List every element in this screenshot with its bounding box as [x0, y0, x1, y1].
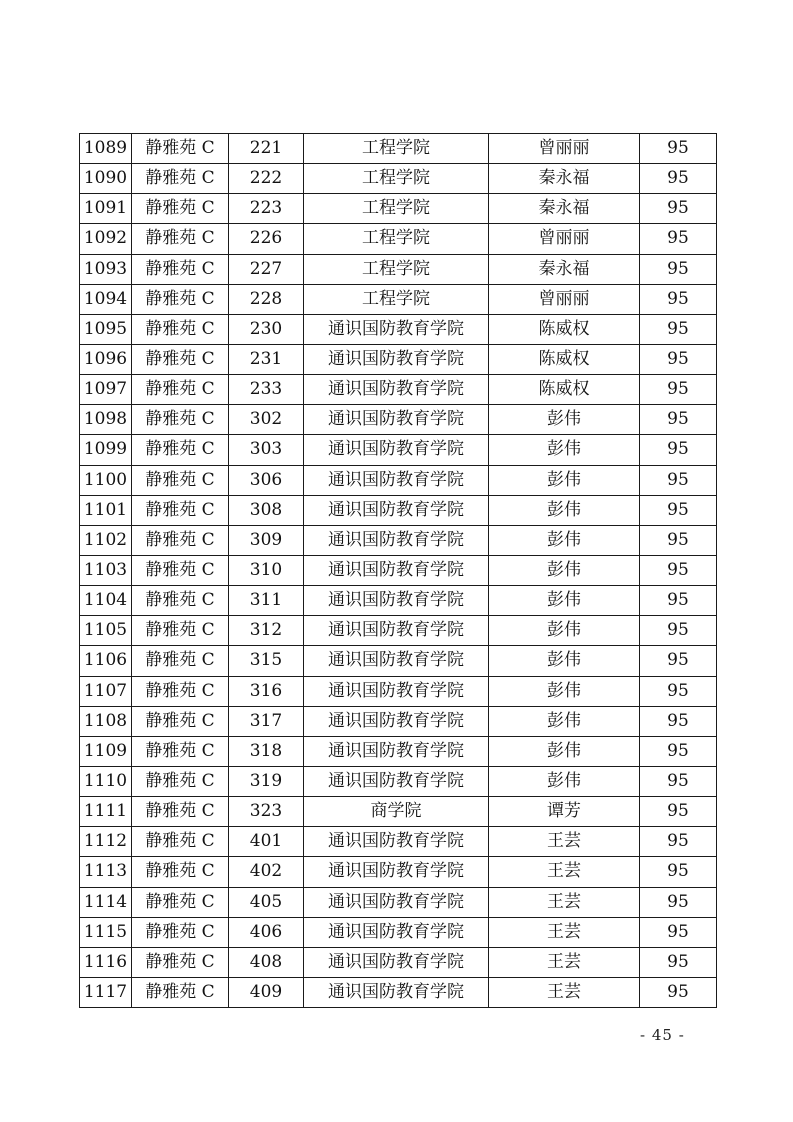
room-number-cell: 308	[229, 495, 304, 525]
table-body	[80, 134, 717, 1008]
room-number-cell: 223	[229, 194, 304, 224]
building-cell: 静雅苑 C	[132, 947, 229, 977]
room-number-cell: 406	[229, 917, 304, 947]
college-cell: 工程学院	[304, 254, 489, 284]
score-cell: 95	[640, 194, 717, 224]
building-cell: 静雅苑 C	[132, 827, 229, 857]
score-cell: 95	[640, 495, 717, 525]
serial-number-cell: 1100	[80, 465, 132, 495]
building-cell: 静雅苑 C	[132, 344, 229, 374]
serial-number-cell: 1104	[80, 586, 132, 616]
score-cell: 95	[640, 827, 717, 857]
table-row	[80, 375, 717, 405]
serial-number-cell: 1096	[80, 344, 132, 374]
building-cell: 静雅苑 C	[132, 495, 229, 525]
table-row	[80, 616, 717, 646]
score-cell: 95	[640, 766, 717, 796]
building-cell: 静雅苑 C	[132, 857, 229, 887]
counselor-cell: 陈威权	[489, 375, 640, 405]
dormitory-score-table	[79, 133, 717, 1008]
table-row	[80, 525, 717, 555]
table-row	[80, 164, 717, 194]
building-cell: 静雅苑 C	[132, 284, 229, 314]
room-number-cell: 312	[229, 616, 304, 646]
score-cell: 95	[640, 134, 717, 164]
college-cell: 通识国防教育学院	[304, 314, 489, 344]
building-cell: 静雅苑 C	[132, 405, 229, 435]
serial-number-cell: 1112	[80, 827, 132, 857]
college-cell: 通识国防教育学院	[304, 676, 489, 706]
table-row	[80, 344, 717, 374]
counselor-cell: 王芸	[489, 977, 640, 1007]
college-cell: 商学院	[304, 797, 489, 827]
room-number-cell: 317	[229, 706, 304, 736]
room-number-cell: 227	[229, 254, 304, 284]
counselor-cell: 彭伟	[489, 405, 640, 435]
serial-number-cell: 1115	[80, 917, 132, 947]
serial-number-cell: 1092	[80, 224, 132, 254]
table-row	[80, 435, 717, 465]
building-cell: 静雅苑 C	[132, 766, 229, 796]
room-number-cell: 311	[229, 586, 304, 616]
counselor-cell: 秦永福	[489, 164, 640, 194]
table-row	[80, 676, 717, 706]
counselor-cell: 彭伟	[489, 525, 640, 555]
table-row	[80, 857, 717, 887]
score-cell: 95	[640, 857, 717, 887]
college-cell: 通识国防教育学院	[304, 344, 489, 374]
serial-number-cell: 1109	[80, 736, 132, 766]
score-cell: 95	[640, 314, 717, 344]
table-row	[80, 887, 717, 917]
room-number-cell: 318	[229, 736, 304, 766]
score-cell: 95	[640, 525, 717, 555]
building-cell: 静雅苑 C	[132, 465, 229, 495]
counselor-cell: 彭伟	[489, 676, 640, 706]
table-row	[80, 766, 717, 796]
table-row	[80, 736, 717, 766]
college-cell: 通识国防教育学院	[304, 555, 489, 585]
score-cell: 95	[640, 917, 717, 947]
building-cell: 静雅苑 C	[132, 797, 229, 827]
table-row	[80, 314, 717, 344]
serial-number-cell: 1113	[80, 857, 132, 887]
room-number-cell: 319	[229, 766, 304, 796]
building-cell: 静雅苑 C	[132, 194, 229, 224]
room-number-cell: 315	[229, 646, 304, 676]
counselor-cell: 陈威权	[489, 344, 640, 374]
counselor-cell: 王芸	[489, 947, 640, 977]
counselor-cell: 彭伟	[489, 616, 640, 646]
page-number: - 45 -	[640, 1026, 685, 1044]
college-cell: 通识国防教育学院	[304, 616, 489, 646]
building-cell: 静雅苑 C	[132, 254, 229, 284]
table-row	[80, 977, 717, 1007]
college-cell: 通识国防教育学院	[304, 736, 489, 766]
counselor-cell: 陈威权	[489, 314, 640, 344]
room-number-cell: 302	[229, 405, 304, 435]
counselor-cell: 曾丽丽	[489, 134, 640, 164]
serial-number-cell: 1110	[80, 766, 132, 796]
counselor-cell: 王芸	[489, 827, 640, 857]
room-number-cell: 233	[229, 375, 304, 405]
college-cell: 通识国防教育学院	[304, 827, 489, 857]
college-cell: 通识国防教育学院	[304, 917, 489, 947]
serial-number-cell: 1098	[80, 405, 132, 435]
counselor-cell: 曾丽丽	[489, 224, 640, 254]
table-row	[80, 797, 717, 827]
college-cell: 通识国防教育学院	[304, 465, 489, 495]
serial-number-cell: 1103	[80, 555, 132, 585]
serial-number-cell: 1094	[80, 284, 132, 314]
serial-number-cell: 1106	[80, 646, 132, 676]
score-cell: 95	[640, 977, 717, 1007]
score-cell: 95	[640, 616, 717, 646]
table-row	[80, 224, 717, 254]
room-number-cell: 309	[229, 525, 304, 555]
room-number-cell: 221	[229, 134, 304, 164]
score-cell: 95	[640, 706, 717, 736]
table-row	[80, 465, 717, 495]
building-cell: 静雅苑 C	[132, 224, 229, 254]
score-cell: 95	[640, 405, 717, 435]
counselor-cell: 彭伟	[489, 435, 640, 465]
table-row	[80, 405, 717, 435]
building-cell: 静雅苑 C	[132, 736, 229, 766]
counselor-cell: 彭伟	[489, 555, 640, 585]
serial-number-cell: 1105	[80, 616, 132, 646]
room-number-cell: 231	[229, 344, 304, 374]
serial-number-cell: 1107	[80, 676, 132, 706]
room-number-cell: 405	[229, 887, 304, 917]
building-cell: 静雅苑 C	[132, 646, 229, 676]
table-row	[80, 254, 717, 284]
building-cell: 静雅苑 C	[132, 917, 229, 947]
college-cell: 工程学院	[304, 164, 489, 194]
building-cell: 静雅苑 C	[132, 435, 229, 465]
serial-number-cell: 1090	[80, 164, 132, 194]
serial-number-cell: 1108	[80, 706, 132, 736]
counselor-cell: 曾丽丽	[489, 284, 640, 314]
serial-number-cell: 1111	[80, 797, 132, 827]
counselor-cell: 秦永福	[489, 254, 640, 284]
score-cell: 95	[640, 797, 717, 827]
building-cell: 静雅苑 C	[132, 676, 229, 706]
counselor-cell: 彭伟	[489, 706, 640, 736]
college-cell: 通识国防教育学院	[304, 586, 489, 616]
room-number-cell: 401	[229, 827, 304, 857]
building-cell: 静雅苑 C	[132, 134, 229, 164]
table-row	[80, 646, 717, 676]
counselor-cell: 秦永福	[489, 194, 640, 224]
building-cell: 静雅苑 C	[132, 314, 229, 344]
room-number-cell: 402	[229, 857, 304, 887]
room-number-cell: 409	[229, 977, 304, 1007]
college-cell: 工程学院	[304, 194, 489, 224]
table-row	[80, 284, 717, 314]
college-cell: 通识国防教育学院	[304, 646, 489, 676]
counselor-cell: 彭伟	[489, 736, 640, 766]
counselor-cell: 彭伟	[489, 586, 640, 616]
building-cell: 静雅苑 C	[132, 525, 229, 555]
building-cell: 静雅苑 C	[132, 887, 229, 917]
college-cell: 通识国防教育学院	[304, 375, 489, 405]
counselor-cell: 王芸	[489, 917, 640, 947]
college-cell: 工程学院	[304, 284, 489, 314]
score-cell: 95	[640, 646, 717, 676]
room-number-cell: 230	[229, 314, 304, 344]
counselor-cell: 彭伟	[489, 646, 640, 676]
score-cell: 95	[640, 254, 717, 284]
counselor-cell: 彭伟	[489, 495, 640, 525]
room-number-cell: 316	[229, 676, 304, 706]
table-row	[80, 917, 717, 947]
serial-number-cell: 1102	[80, 525, 132, 555]
room-number-cell: 303	[229, 435, 304, 465]
room-number-cell: 228	[229, 284, 304, 314]
serial-number-cell: 1116	[80, 947, 132, 977]
score-cell: 95	[640, 555, 717, 585]
score-cell: 95	[640, 887, 717, 917]
college-cell: 工程学院	[304, 134, 489, 164]
score-cell: 95	[640, 947, 717, 977]
college-cell: 通识国防教育学院	[304, 977, 489, 1007]
serial-number-cell: 1089	[80, 134, 132, 164]
room-number-cell: 306	[229, 465, 304, 495]
college-cell: 通识国防教育学院	[304, 435, 489, 465]
room-number-cell: 222	[229, 164, 304, 194]
score-cell: 95	[640, 676, 717, 706]
table-row	[80, 947, 717, 977]
serial-number-cell: 1093	[80, 254, 132, 284]
score-cell: 95	[640, 164, 717, 194]
college-cell: 通识国防教育学院	[304, 947, 489, 977]
room-number-cell: 408	[229, 947, 304, 977]
room-number-cell: 323	[229, 797, 304, 827]
counselor-cell: 彭伟	[489, 465, 640, 495]
serial-number-cell: 1097	[80, 375, 132, 405]
score-cell: 95	[640, 435, 717, 465]
building-cell: 静雅苑 C	[132, 977, 229, 1007]
table-row	[80, 706, 717, 736]
table-row	[80, 194, 717, 224]
score-cell: 95	[640, 586, 717, 616]
table-row	[80, 555, 717, 585]
college-cell: 通识国防教育学院	[304, 766, 489, 796]
building-cell: 静雅苑 C	[132, 375, 229, 405]
counselor-cell: 彭伟	[489, 766, 640, 796]
serial-number-cell: 1114	[80, 887, 132, 917]
serial-number-cell: 1117	[80, 977, 132, 1007]
building-cell: 静雅苑 C	[132, 706, 229, 736]
serial-number-cell: 1095	[80, 314, 132, 344]
counselor-cell: 王芸	[489, 857, 640, 887]
table-row	[80, 134, 717, 164]
college-cell: 通识国防教育学院	[304, 857, 489, 887]
serial-number-cell: 1101	[80, 495, 132, 525]
serial-number-cell: 1099	[80, 435, 132, 465]
table-row	[80, 495, 717, 525]
college-cell: 通识国防教育学院	[304, 405, 489, 435]
counselor-cell: 王芸	[489, 887, 640, 917]
score-cell: 95	[640, 344, 717, 374]
room-number-cell: 226	[229, 224, 304, 254]
score-cell: 95	[640, 465, 717, 495]
room-number-cell: 310	[229, 555, 304, 585]
college-cell: 通识国防教育学院	[304, 706, 489, 736]
building-cell: 静雅苑 C	[132, 616, 229, 646]
score-cell: 95	[640, 375, 717, 405]
college-cell: 通识国防教育学院	[304, 495, 489, 525]
building-cell: 静雅苑 C	[132, 555, 229, 585]
college-cell: 通识国防教育学院	[304, 887, 489, 917]
serial-number-cell: 1091	[80, 194, 132, 224]
score-cell: 95	[640, 284, 717, 314]
counselor-cell: 谭芳	[489, 797, 640, 827]
building-cell: 静雅苑 C	[132, 586, 229, 616]
college-cell: 工程学院	[304, 224, 489, 254]
table-row	[80, 827, 717, 857]
score-cell: 95	[640, 224, 717, 254]
score-cell: 95	[640, 736, 717, 766]
college-cell: 通识国防教育学院	[304, 525, 489, 555]
table-row	[80, 586, 717, 616]
building-cell: 静雅苑 C	[132, 164, 229, 194]
